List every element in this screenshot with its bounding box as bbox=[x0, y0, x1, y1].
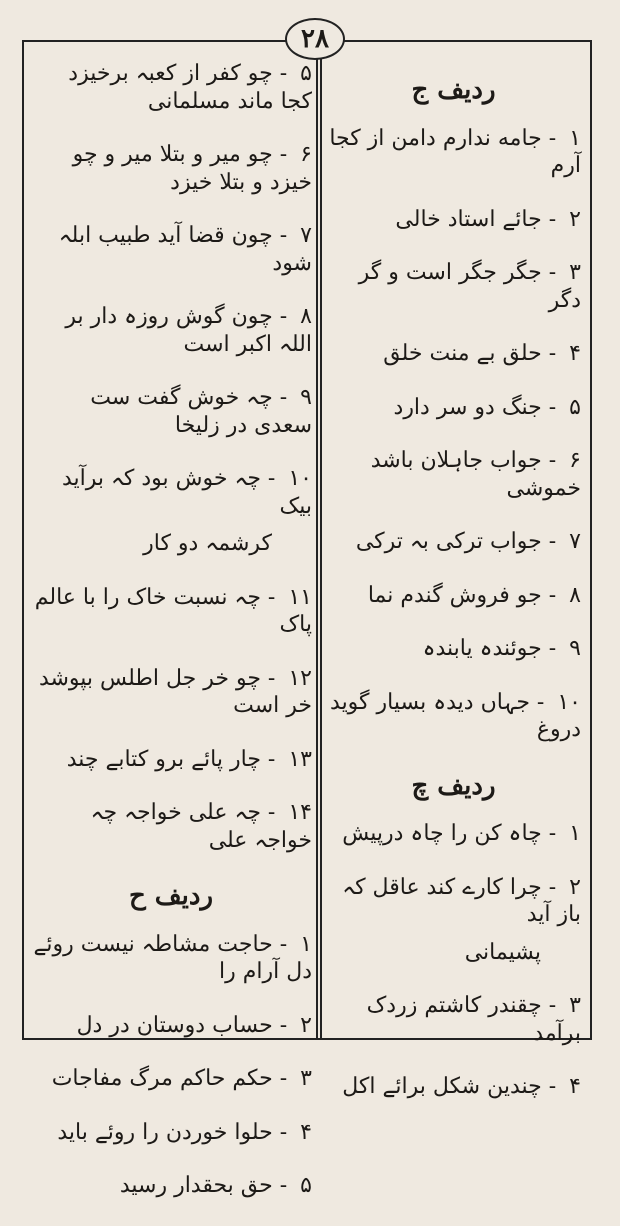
entry-separator: - bbox=[541, 341, 564, 366]
entry-text: حکم حاکم مرگ مفاجات bbox=[51, 1066, 273, 1091]
entry-separator: - bbox=[260, 665, 283, 691]
entry-continuation: پشیمانی bbox=[464, 939, 541, 965]
entry-separator: - bbox=[529, 689, 552, 715]
left-column bbox=[30, 60, 312, 1226]
entry-text: جواب جاہلان باشد خموشی bbox=[370, 448, 581, 501]
entry-number: ۲ bbox=[569, 206, 581, 232]
entry-number: ۱۰ bbox=[288, 466, 312, 491]
proverb-entry bbox=[30, 465, 312, 558]
entry-number: ۴ bbox=[300, 1119, 312, 1145]
entry-separator: - bbox=[272, 304, 295, 329]
entry-separator: - bbox=[541, 448, 564, 473]
entry-number: ۴ bbox=[569, 1074, 581, 1099]
proverb-entry bbox=[326, 259, 581, 314]
entry-separator: - bbox=[272, 931, 295, 957]
entry-separator: - bbox=[541, 206, 564, 232]
proverb-entry bbox=[326, 689, 581, 744]
proverb-entry bbox=[326, 528, 581, 556]
entry-text: جوئندہ یابندہ bbox=[422, 636, 542, 661]
proverb-entry bbox=[326, 820, 581, 848]
section-heading-hay: ردیف ح bbox=[128, 881, 214, 911]
proverb-entry bbox=[326, 125, 581, 180]
proverb-entry bbox=[326, 635, 581, 663]
entry-continuation: کرشمہ دو کار bbox=[143, 531, 272, 556]
section-heading-che: ردیف چ bbox=[411, 770, 496, 801]
section-heading-jeem: ردیف ج bbox=[411, 75, 496, 105]
proverb-entry bbox=[30, 799, 312, 854]
proverb-entry bbox=[326, 447, 581, 502]
right-column bbox=[326, 60, 581, 1127]
entry-number: ۲ bbox=[569, 874, 581, 900]
proverb-entry bbox=[326, 874, 581, 967]
entry-number: ۸ bbox=[300, 304, 312, 329]
entry-separator: - bbox=[272, 1012, 295, 1038]
entry-text: چون قضا آید طبیب ابلہ شود bbox=[58, 223, 312, 276]
entry-text: چہ خوش بود کہ برآید بیک bbox=[61, 466, 312, 519]
proverb-entry bbox=[30, 1119, 312, 1147]
entry-number: ۱ bbox=[569, 821, 581, 846]
entry-number: ۵ bbox=[300, 1173, 312, 1198]
entry-number: ۱۱ bbox=[288, 584, 312, 610]
entry-number: ۳ bbox=[569, 260, 581, 285]
proverb-entry bbox=[30, 665, 312, 720]
proverb-entry bbox=[30, 1012, 312, 1040]
entry-separator: - bbox=[260, 584, 283, 610]
entry-separator: - bbox=[541, 993, 564, 1018]
entry-separator: - bbox=[260, 746, 283, 772]
entry-separator: - bbox=[541, 394, 564, 420]
entry-text: چہ علی خواجہ چہ خواجہ علی bbox=[90, 800, 312, 853]
entry-separator: - bbox=[272, 385, 295, 410]
entry-separator: - bbox=[541, 582, 564, 608]
entry-text: چار پائے برو کتابے چند bbox=[66, 746, 261, 772]
proverb-entry bbox=[30, 1172, 312, 1200]
entry-text: چرا کارے کند عاقل کہ باز آید bbox=[342, 874, 581, 927]
entry-separator: - bbox=[272, 61, 295, 86]
entry-number: ۱ bbox=[569, 125, 581, 151]
entry-number: ۱۴ bbox=[288, 800, 312, 825]
entry-text: چاہ کن را چاہ درپیش bbox=[342, 821, 542, 846]
entry-number: ۲ bbox=[300, 1012, 312, 1038]
entry-text: چہ خوش گفت ست سعدی در زلیخا bbox=[90, 385, 312, 438]
entry-number: ۵ bbox=[300, 61, 312, 86]
proverb-entry bbox=[30, 931, 312, 986]
entry-separator: - bbox=[272, 142, 295, 167]
entry-text: حاجت مشاطہ نیست روئے دل آرام را bbox=[33, 931, 312, 984]
proverb-entry bbox=[30, 222, 312, 277]
entry-separator: - bbox=[541, 260, 564, 285]
proverb-entry bbox=[30, 584, 312, 639]
entry-separator: - bbox=[272, 1066, 295, 1091]
entry-number: ۹ bbox=[569, 636, 581, 661]
page-number: ۲۸ bbox=[285, 18, 345, 60]
proverb-entry bbox=[30, 1065, 312, 1093]
proverb-entry bbox=[30, 303, 312, 358]
entry-separator: - bbox=[541, 125, 564, 151]
proverb-entry bbox=[30, 746, 312, 774]
entry-number: ۳ bbox=[300, 1066, 312, 1091]
entry-separator: - bbox=[260, 800, 283, 825]
entry-text: حلوا خوردن را روئے باید bbox=[57, 1119, 273, 1145]
entry-text: حساب دوستان در دل bbox=[76, 1012, 273, 1038]
entry-text: جامه ندارم دامن از کجا آرم bbox=[329, 125, 581, 178]
entry-text: جواب ترکی بہ ترکی bbox=[355, 529, 542, 554]
entry-number: ۷ bbox=[569, 529, 581, 554]
entry-text: چقندر کاشتم زردک برآمد bbox=[366, 993, 581, 1046]
entry-number: ۶ bbox=[569, 448, 581, 473]
entry-text: چندین شکل برائے اکل bbox=[342, 1074, 542, 1099]
entry-number: ۸ bbox=[569, 582, 581, 608]
entry-number: ۴ bbox=[569, 341, 581, 366]
entry-number: ۱۳ bbox=[288, 746, 312, 772]
entry-number: ۷ bbox=[300, 223, 312, 248]
entry-separator: - bbox=[272, 223, 295, 248]
entry-text: چو کفر از کعبہ برخیزد کجا ماند مسلمانی bbox=[68, 61, 312, 114]
column-divider bbox=[316, 40, 322, 1040]
entry-separator: - bbox=[541, 636, 564, 661]
entry-number: ۳ bbox=[569, 993, 581, 1018]
proverb-entry bbox=[326, 582, 581, 610]
entry-text: چون گوش روزہ دار بر اللہ اکبر است bbox=[65, 304, 312, 357]
entry-text: چو خر جل اطلس بپوشد خر است bbox=[38, 665, 312, 718]
entry-separator: - bbox=[541, 1074, 564, 1099]
proverb-entry bbox=[326, 394, 581, 422]
entry-separator: - bbox=[541, 821, 564, 846]
proverb-entry bbox=[30, 60, 312, 115]
entry-separator: - bbox=[260, 466, 283, 491]
entry-text: جو فروش گندم نما bbox=[367, 582, 542, 608]
entry-text: جہاں دیدہ بسیار گوید دروغ bbox=[330, 689, 581, 742]
proverb-entry bbox=[30, 384, 312, 439]
entry-text: چو میر و بتلا میر و چو خیزد و بتلا خیزد bbox=[72, 142, 312, 195]
proverb-entry bbox=[30, 141, 312, 196]
entry-number: ۱۰ bbox=[557, 689, 581, 715]
entry-text: جنگ دو سر دارد bbox=[393, 394, 542, 420]
proverb-entry bbox=[326, 1073, 581, 1101]
entry-number: ۱۲ bbox=[288, 665, 312, 691]
entry-text: جگر جگر است و گر دگر bbox=[358, 260, 581, 313]
entry-separator: - bbox=[272, 1173, 295, 1198]
entry-separator: - bbox=[272, 1119, 295, 1145]
entry-separator: - bbox=[541, 529, 564, 554]
entry-separator: - bbox=[541, 874, 564, 900]
entry-number: ۹ bbox=[300, 385, 312, 410]
entry-text: حق بحقدار رسید bbox=[119, 1173, 273, 1198]
entry-number: ۶ bbox=[300, 142, 312, 167]
proverb-entry bbox=[326, 340, 581, 368]
entry-number: ۱ bbox=[300, 931, 312, 957]
entry-text: جائے استاد خالی bbox=[395, 206, 542, 232]
proverb-entry bbox=[326, 992, 581, 1047]
entry-number: ۵ bbox=[569, 394, 581, 420]
proverb-entry bbox=[326, 206, 581, 234]
entry-text: حلق بے منت خلق bbox=[383, 341, 542, 366]
entry-text: چہ نسبت خاک را با عالم پاک bbox=[34, 584, 312, 637]
